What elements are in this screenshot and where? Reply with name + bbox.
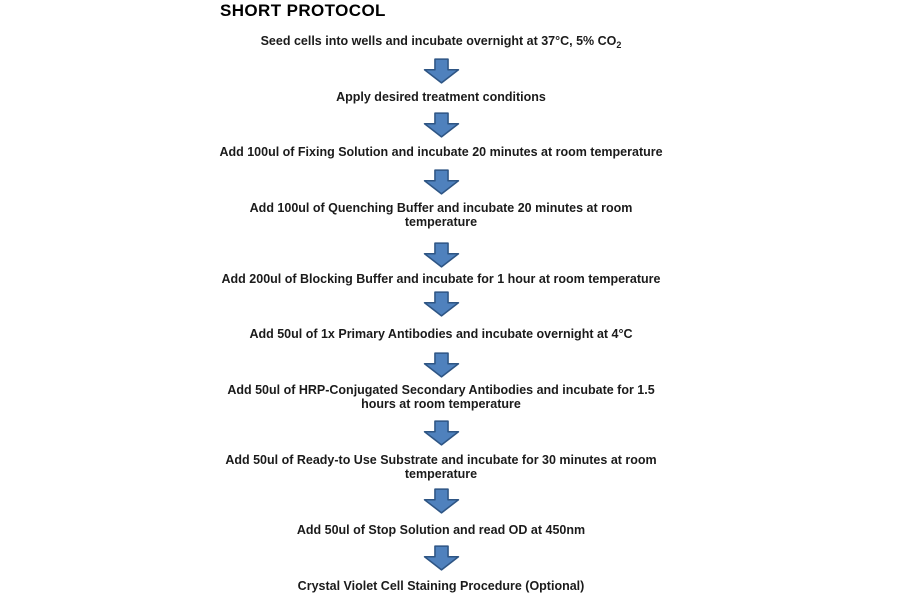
step-text: Add 50ul of Ready-to Use Substrate and incubate for 30 minutes at room [225, 453, 657, 467]
step-text: Apply desired treatment conditions [336, 90, 546, 104]
step-text: Crystal Violet Cell Staining Procedure (Optional) [297, 579, 585, 593]
step-seed-cells [0, 34, 882, 52]
step-text: Add 100ul of Fixing Solution and incubate 20 minutes at room temperature [219, 145, 663, 159]
step-text: temperature [404, 215, 478, 229]
down-arrow-icon [423, 488, 460, 514]
down-arrow-icon [423, 545, 460, 571]
step-text: Add 100ul of Quenching Buffer and incubate 20 minutes at room [249, 201, 633, 215]
page-title: SHORT PROTOCOL [220, 1, 386, 20]
subscript-2: 2 [616, 40, 622, 50]
step-primary-antibodies [0, 327, 882, 341]
step-text: Add 50ul of 1x Primary Antibodies and incubate overnight at 4°C [249, 327, 633, 341]
down-arrow-icon [423, 291, 460, 317]
step-text: temperature [404, 467, 478, 481]
down-arrow-icon [423, 58, 460, 84]
step-stop-solution [0, 523, 882, 537]
step-substrate [0, 453, 882, 481]
down-arrow-icon [423, 112, 460, 138]
down-arrow-icon [423, 242, 460, 268]
step-fixing-solution [0, 145, 882, 159]
step-text [0, 34, 882, 52]
step-crystal-violet [0, 579, 882, 593]
down-arrow-icon [423, 352, 460, 378]
step-secondary-antibodies [0, 383, 882, 411]
step-text-main: Seed cells into wells and incubate overnight at 37°C, 5% CO [260, 34, 617, 48]
step-quenching-buffer [0, 201, 882, 229]
step-text: hours at room temperature [361, 397, 521, 411]
step-text: Add 50ul of HRP-Conjugated Secondary Antibodies and incubate for 1.5 [227, 383, 655, 397]
step-blocking-buffer [0, 272, 882, 286]
step-text: Add 50ul of Stop Solution and read OD at 450nm [296, 523, 586, 537]
step-apply-treatment [0, 90, 882, 104]
down-arrow-icon [423, 420, 460, 446]
down-arrow-icon [423, 169, 460, 195]
step-text: Add 200ul of Blocking Buffer and incubate for 1 hour at room temperature [221, 272, 661, 286]
